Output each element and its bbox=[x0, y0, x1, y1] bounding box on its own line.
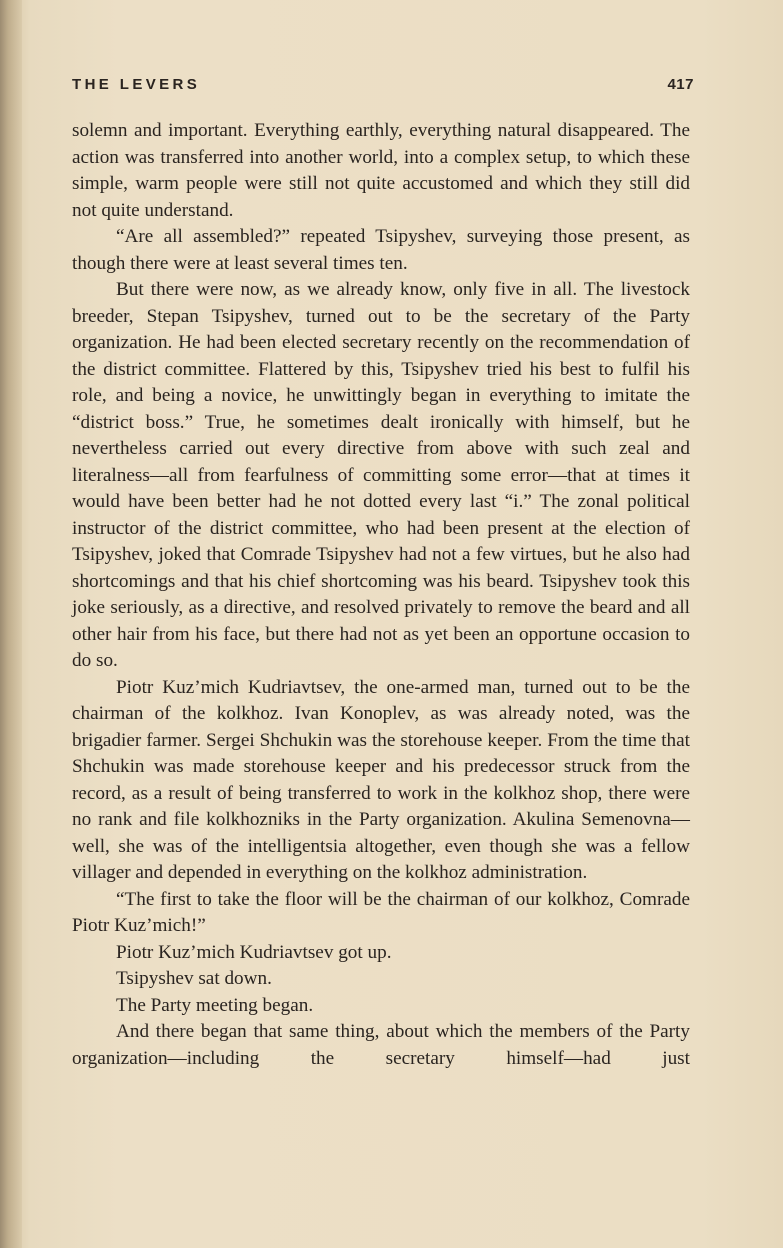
paragraph-8: The Party meeting began. bbox=[116, 994, 314, 1016]
body-text bbox=[72, 118, 690, 1072]
paragraph-9: And there began that same thing, about which the members of the Party organization—including the secretary himself—had just bbox=[72, 1021, 690, 1069]
page-gutter-shadow bbox=[0, 0, 22, 1248]
paragraph-4: Piotr Kuz’mich Kudriavtsev, the one-armed man, turned out to be the chairman of the kolkhoz. Ivan Konoplev, as was already noted, was the brigadier farmer. Sergei Shchukin was the storehouse keeper. From the time that Shchukin was made storehouse keeper and his predecessor struck from the record, as a result of being transferred to work in the kolkhoz shop, there were no rank and file kolkhozniks in the Party organization. Akulina Semenovna—well, she was of the intelligentsia altogether, even though she was a fellow villager and depended in everything on the kolkhoz administration. bbox=[72, 676, 690, 883]
paragraph-6: Piotr Kuz’mich Kudriavtsev got up. bbox=[116, 941, 392, 963]
paragraph-1: solemn and important. Everything earthly, everything natural disappeared. The action was transferred into another world, into a complex setup, to which these simple, warm people were still not quite accustomed and which they still did not quite understand. bbox=[72, 120, 690, 221]
page-number: 417 bbox=[667, 76, 694, 93]
paragraph-5: “The first to take the floor will be the chairman of our kolkhoz, Comrade Piotr Kuz’mich!” bbox=[72, 888, 690, 936]
page-header bbox=[72, 76, 694, 100]
paragraph-3: But there were now, as we already know, only five in all. The livestock breeder, Stepan Tsipyshev, turned out to be the secretary of the Party organization. He had been elected secretary recently on the recommendation of the district committee. Flattered by this, Tsipyshev tried his best to fulfil his role, and being a novice, he unwittingly began in everything to imitate the “district boss.” True, he sometimes dealt ironically with himself, but he nevertheless carried out every directive from above with such zeal and literalness—all from fearfulness of committing some error—that at times it would have been better had he not dotted every last “i.” The zonal political instructor of the district committee, who had been present at the election of Tsipyshev, joked that Comrade Tsipyshev had not a few virtues, but he also had shortcomings and that his chief shortcoming was his beard. Tsipyshev took this joke seriously, as a directive, and resolved privately to remove the beard and all other hair from his face, but there had not as yet been an opportune occasion to do so. bbox=[72, 279, 690, 671]
paragraph-7: Tsipyshev sat down. bbox=[116, 968, 272, 989]
paragraph-2: “Are all assembled?” repeated Tsipyshev, surveying those present, as though there were at least several times ten. bbox=[72, 226, 690, 274]
running-head: THE LEVERS bbox=[72, 76, 201, 93]
